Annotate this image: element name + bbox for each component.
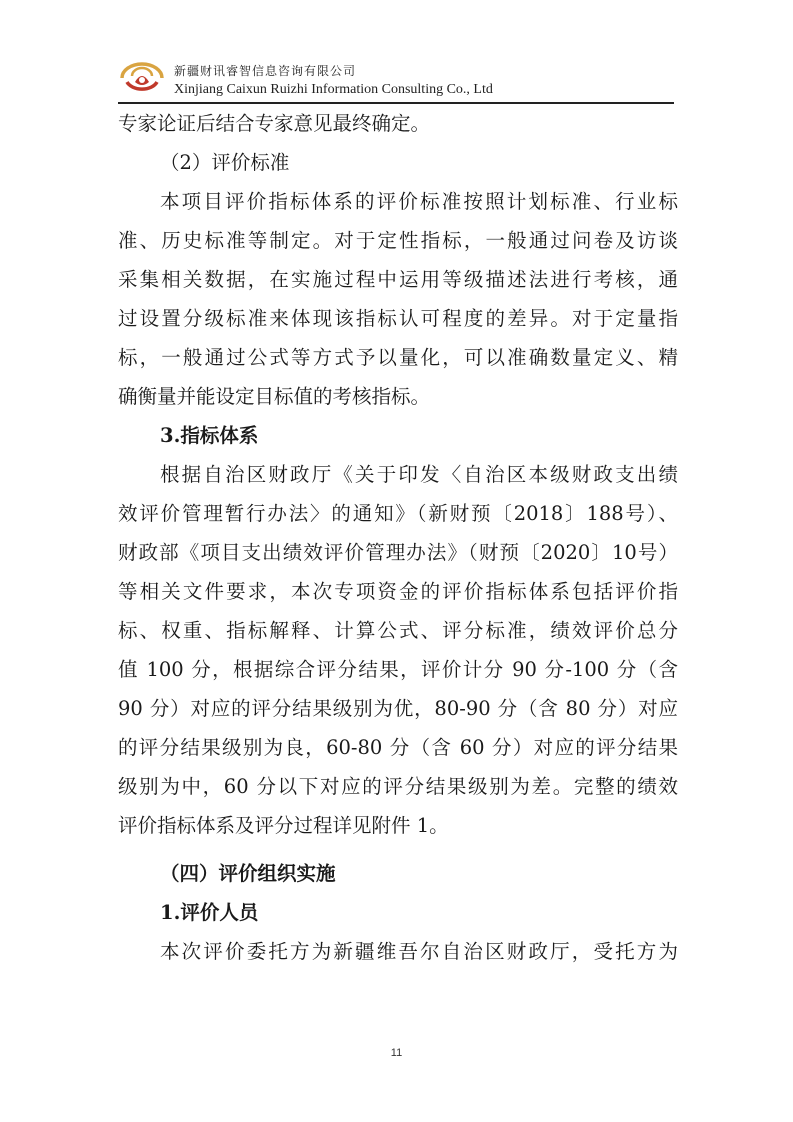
section-heading-indicator-system: 3.指标体系 [160,424,259,447]
page-number: 11 [390,1047,403,1059]
section-subheading-evaluation-standard: （2）评价标准 [160,151,290,174]
paragraph-line: 标、权重、指标解释、计算公式、评分标准，绩效评价总分 [118,619,678,642]
page-header [118,54,674,104]
document-body [118,104,678,971]
paragraph-line: 专家论证后结合专家意见最终确定。 [118,112,431,135]
paragraph-line: 过设置分级标准来体现该指标认可程度的差异。对于定量指 [118,307,678,330]
paragraph-line: 的评分结果级别为良，60-80 分（含 60 分）对应的评分结果 [118,736,678,759]
paragraph-line: 采集相关数据，在实施过程中运用等级描述法进行考核，通 [118,268,678,291]
paragraph-line: 值 100 分，根据综合评分结果，评价计分 90 分-100 分（含 [118,658,678,681]
paragraph-line: 评价指标体系及评分过程详见附件 1。 [118,814,449,837]
paragraph-line: 根据自治区财政厅《关于印发〈自治区本级财政支出绩 [160,463,678,486]
section-heading-personnel: 1.评价人员 [160,901,259,924]
paragraph-line: 90 分）对应的评分结果级别为优，80-90 分（含 80 分）对应 [118,697,678,720]
paragraph-line: 本项目评价指标体系的评价标准按照计划标准、行业标 [160,190,678,213]
paragraph-line: 财政部《项目支出绩效评价管理办法》（财预〔2020〕10号） [118,541,678,564]
paragraph-line: 确衡量并能设定目标值的考核指标。 [118,385,431,408]
section-heading-organization: （四）评价组织实施 [160,862,336,885]
section-spacer [118,845,678,854]
paragraph-line: 效评价管理暂行办法〉的通知》（新财预〔2018〕188号）、 [118,502,678,525]
paragraph-indicator-system [118,455,678,845]
paragraph-line: 标，一般通过公式等方式予以量化，可以准确数量定义、精 [118,346,678,369]
paragraph-line: 级别为中，60 分以下对应的评分结果级别为差。完整的绩效 [118,775,678,798]
paragraph-line: 等相关文件要求，本次专项资金的评价指标体系包括评价指 [118,580,678,603]
paragraph-line: 本次评价委托方为新疆维吾尔自治区财政厅，受托方为 [160,940,678,963]
company-name-english: Xinjiang Caixun Ruizhi Information Consulting Co., Ltd [174,82,493,97]
paragraph-line: 准、历史标准等制定。对于定性指标，一般通过问卷及访谈 [118,229,678,252]
company-name-chinese: 新疆财讯睿智信息咨询有限公司 [174,64,357,78]
company-logo-icon [118,56,166,96]
paragraph-evaluation-standard [118,182,678,416]
